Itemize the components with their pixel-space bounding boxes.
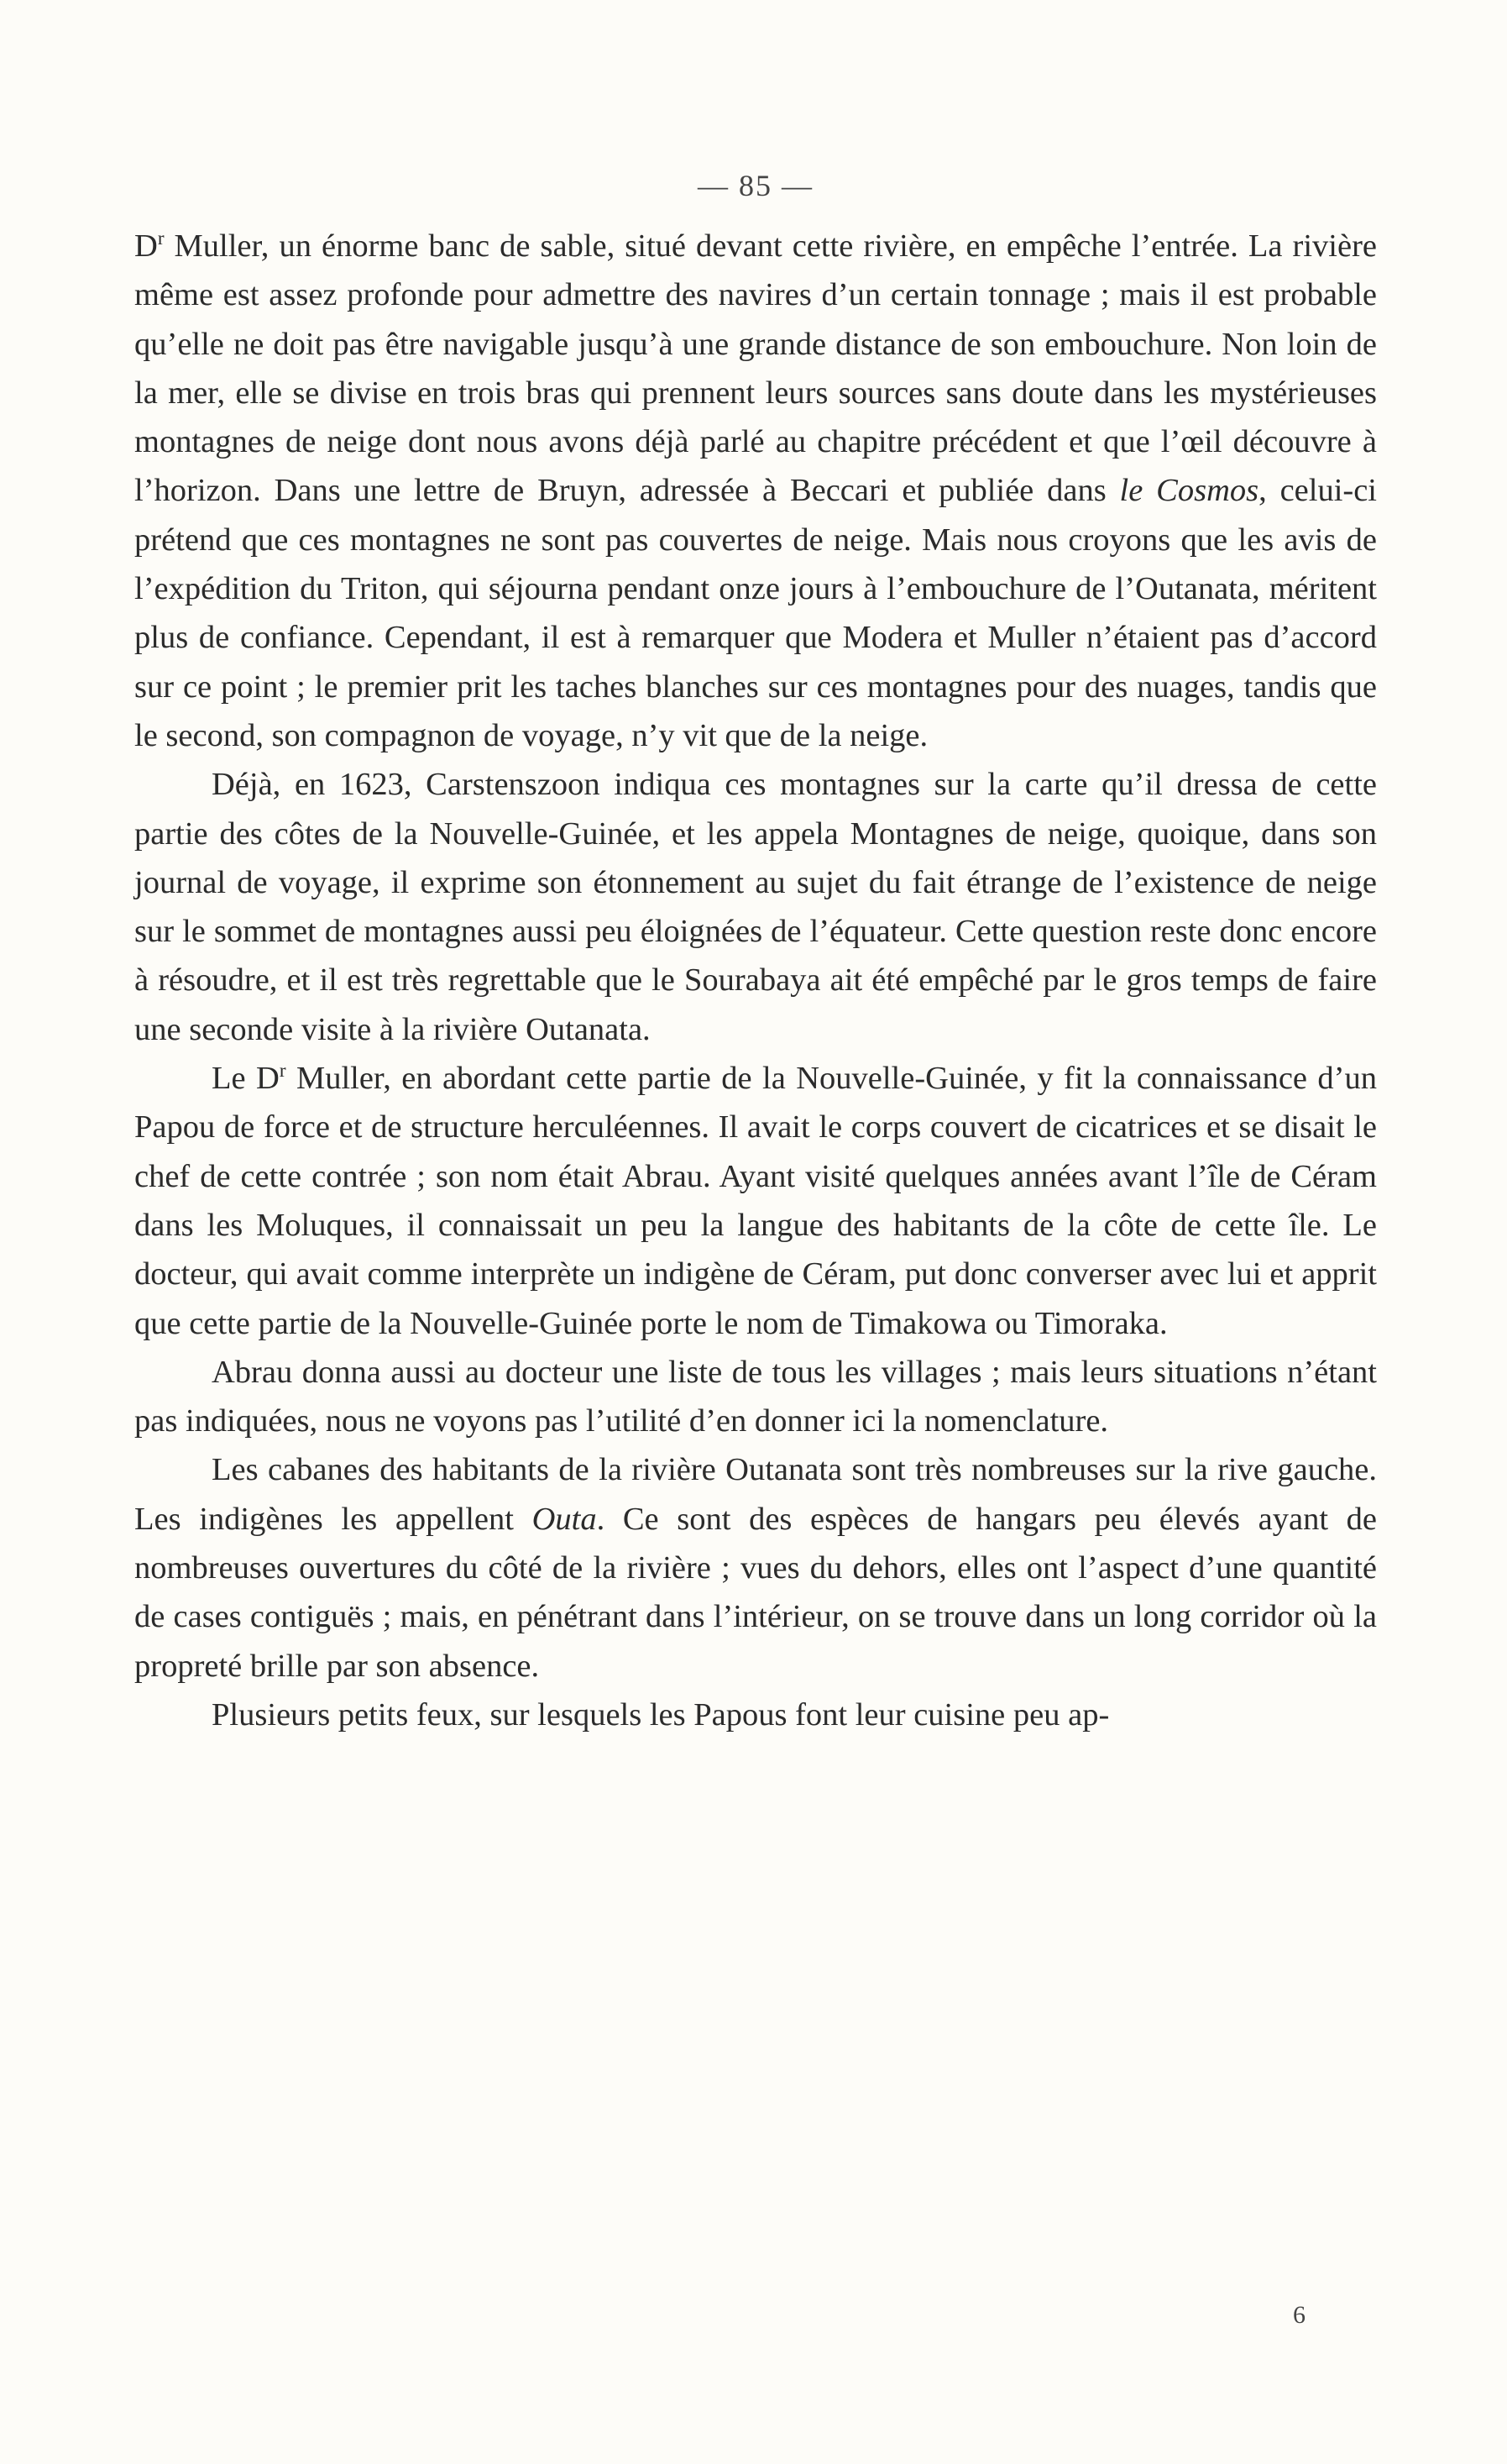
text-run: , celui-ci prétend que ces montagnes ne sont pas couvertes de neige. Mais nous croyons que les avis de l’expédition du Triton, qui séjourna pendant onze jours à l’embouchure de l’Outanata, méritent plus de confiance. Cependant, il est à remarquer que Modera et Muller n’étaient pas d’accord sur ce point ; le premier prit les taches blanches sur ces montagnes pour des nuages, tandis que le second, son compagnon de voyage, n’y vit que de la neige. [134, 473, 1377, 753]
italic-text: le Cosmos [1119, 473, 1259, 509]
text-run: D [134, 228, 158, 264]
superscript: r [279, 1059, 286, 1082]
text-run: Le D [212, 1061, 280, 1097]
paragraph-6 [134, 1691, 1377, 1739]
page-number: — 85 — [698, 169, 814, 202]
text-run: Muller, en abordant cette partie de la Nouvelle-Guinée, y fit la connaissance d’un Papou de force et de structure herculéennes. Il avait le corps couvert de cicatrices et se disait le chef de cette contrée ; son nom était Abrau. Ayant visité quelques années avant l’île de Céram dans les Moluques, il connaissait un peu la langue des habitants de la côte de cette île. Le docteur, qui avait comme interprète un indigène de Céram, put donc converser avec lui et apprit que cette partie de la Nouvelle-Guinée porte le nom de Timakowa ou Timoraka. [134, 1061, 1377, 1341]
paragraph-2 [134, 760, 1377, 1054]
italic-text: Outa [531, 1501, 597, 1537]
text-run: Les cabanes des habitants de la rivière Outanata sont très nombreuses sur la rive gauche. Les indigènes les appellent [134, 1452, 1377, 1537]
text-body [134, 222, 1377, 1739]
text-run: Déjà, en 1623, Carstenszoon indiqua ces montagnes sur la carte qu’il dressa de cette partie des côtes de la Nouvelle-Guinée, et les appela Montagnes de neige, quoique, dans son journal de voyage, il exprime son étonnement au sujet du fait étrange de l’existence de neige sur le sommet de montagnes aussi peu éloignées de l’équateur. Cette question reste donc encore à résoudre, et il est très regrettable que le Sourabaya ait été empêché par le gros temps de faire une seconde visite à la rivière Outanata. [134, 767, 1377, 1047]
paragraph-4 [134, 1348, 1377, 1446]
paragraph-5 [134, 1445, 1377, 1690]
page-body [134, 168, 1377, 1739]
superscript: r [157, 227, 165, 249]
text-run: Plusieurs petits feux, sur lesquels les Papous font leur cuisine peu ap- [212, 1696, 1110, 1733]
text-run: Muller, un énorme banc de sable, situé devant cette rivière, en empêche l’entrée. La rivière même est assez profonde pour admettre des navires d’un certain tonnage ; mais il est probable qu’elle ne doit pas être navigable jusqu’à une grande distance de son embouchure. Non loin de la mer, elle se divise en trois bras qui prennent leurs sources sans doute dans les mystérieuses montagnes de neige dont nous avons déjà parlé au chapitre précédent et que l’œil découvre à l’horizon. Dans une lettre de Bruyn, adressée à Beccari et publiée dans [134, 228, 1377, 509]
paragraph-1 [134, 222, 1377, 760]
text-run: . Ce sont des espèces de hangars peu élevés ayant de nombreuses ouvertures du côté de la rivière ; vues du dehors, elles ont l’aspect d’une quantité de cases contiguës ; mais, en pénétrant dans l’intérieur, on se trouve dans un long corridor où la propreté brille par son absence. [134, 1501, 1377, 1684]
signature-mark: 6 [1293, 2301, 1306, 2329]
text-run: Abrau donna aussi au docteur une liste de tous les villages ; mais leurs situations n’étant pas indiquées, nous ne voyons pas l’utilité d’en donner ici la nomenclature. [134, 1354, 1377, 1439]
paragraph-3 [134, 1054, 1377, 1348]
